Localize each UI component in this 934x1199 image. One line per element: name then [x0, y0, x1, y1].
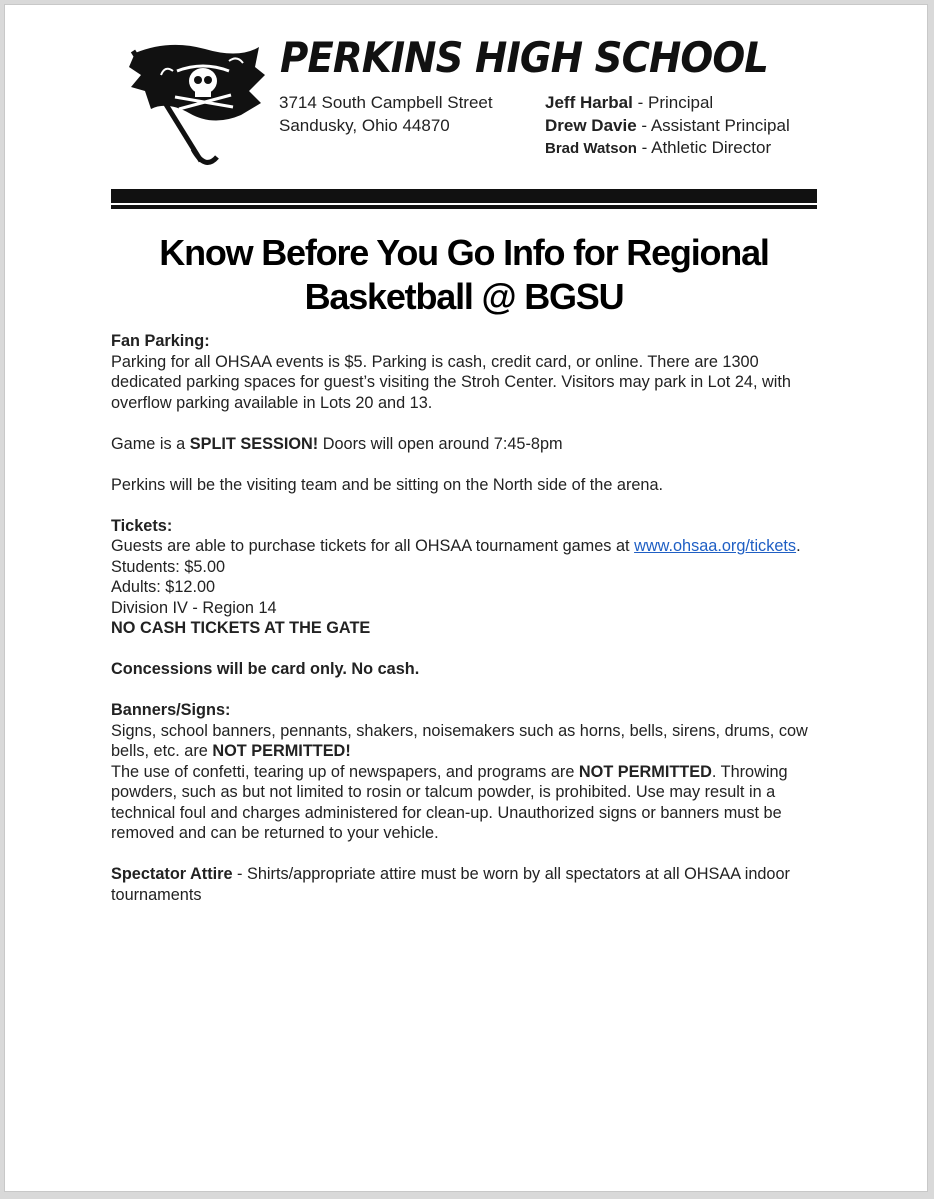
pirate-flag-logo — [109, 31, 279, 173]
parking-heading: Fan Parking: — [111, 332, 210, 350]
title-line: Know Before You Go Info for Regional — [159, 232, 769, 273]
staff-assistant-principal — [545, 116, 790, 136]
banners-text-2: The use of confetti, tearing up of newspapers, and programs are NOT PERMITTED. Throwing powders, such as but not limited to rosin or talcum powder, is prohibited. Use may result in a technical foul and charges administered for clean-up. Unauthorized signs or banners must be removed and can be returned to your vehicle. — [111, 762, 788, 842]
staff-name: Jeff Harbal — [545, 93, 633, 112]
parking-text: Parking for all OHSAA events is $5. Parking is cash, credit card, or online. There are 1300 dedicated parking spaces for guest’s visiting the Stroh Center. Visitors may park in Lot 24, with overflow parking available in Lots 20 and 13. — [111, 352, 791, 412]
header-divider-thin — [111, 205, 817, 209]
staff-name: Drew Davie — [545, 116, 637, 135]
concessions-notice: Concessions will be card only. No cash. — [111, 660, 420, 678]
school-name: PERKINS HIGH SCHOOL — [280, 33, 769, 82]
address-street: 3714 South Campbell Street — [279, 93, 493, 112]
attire-heading: Spectator Attire — [111, 865, 233, 883]
staff-name: Brad Watson — [545, 140, 637, 157]
document-body — [111, 331, 831, 905]
adult-price: Adults: $12.00 — [111, 578, 216, 596]
banners-text-1: Signs, school banners, pennants, shakers, noisemakers such as horns, bells, sirens, drums, cow bells, etc. are NOT PERMITTED! — [111, 721, 808, 760]
student-price: Students: $5.00 — [111, 557, 226, 576]
address-city: Sandusky, Ohio 44870 — [279, 116, 450, 135]
title-line: Basketball @ BGSU — [304, 276, 624, 317]
tickets-intro: Guests are able to purchase tickets for all OHSAA tournament games at www.ohsaa.org/tickets. — [111, 537, 801, 555]
split-session-label: SPLIT SESSION! — [189, 434, 319, 453]
tickets-heading: Tickets: — [111, 516, 173, 535]
document-page — [4, 4, 928, 1192]
tickets-link[interactable]: www.ohsaa.org/tickets — [634, 537, 797, 555]
page-title — [111, 231, 817, 319]
staff-athletic-director — [545, 138, 771, 158]
staff-role: - Principal — [632, 93, 714, 112]
no-cash-notice: NO CASH TICKETS AT THE GATE — [111, 619, 371, 637]
staff-principal — [545, 93, 713, 113]
banners-heading: Banners/Signs: — [111, 701, 231, 719]
division-region: Division IV - Region 14 — [111, 598, 277, 617]
visiting-team-text: Perkins will be the visiting team and be sitting on the North side of the arena. — [111, 475, 664, 494]
attire-text: Spectator Attire - Shirts/appropriate attire must be worn by all spectators at all OHSAA indoor tournaments — [111, 865, 790, 904]
header-divider-thick — [111, 189, 817, 203]
session-text: Game is a SPLIT SESSION! Doors will open around 7:45-8pm — [111, 434, 563, 453]
staff-role: - Assistant Principal — [636, 116, 790, 135]
staff-role: - Athletic Director — [636, 138, 772, 157]
